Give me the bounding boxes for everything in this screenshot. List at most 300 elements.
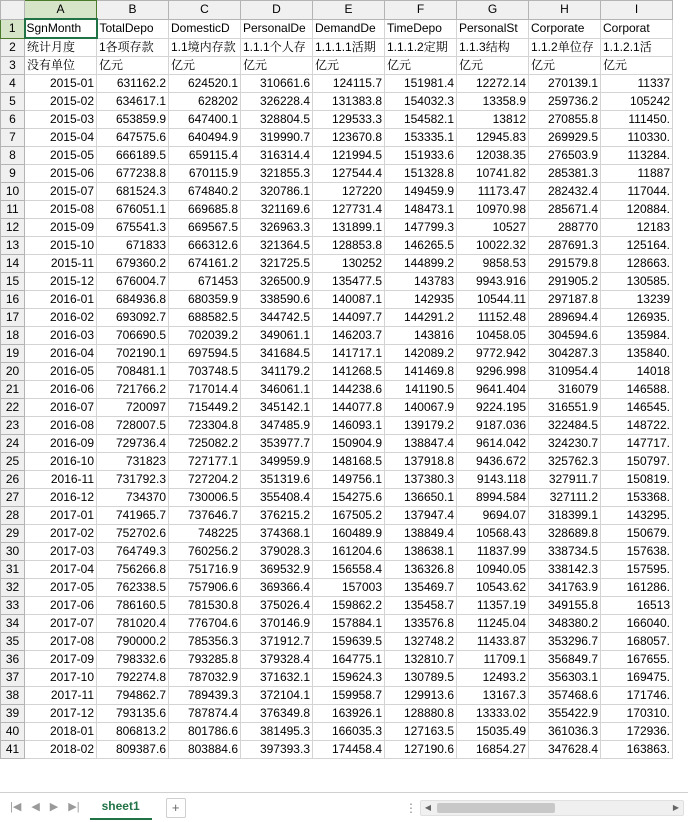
- cell-A18[interactable]: 2016-03: [25, 327, 97, 345]
- cell-I25[interactable]: 150797.: [601, 453, 673, 471]
- cell-H6[interactable]: 270855.8: [529, 111, 601, 129]
- cell-E2[interactable]: 1.1.1.1活期: [313, 38, 385, 57]
- cell-F38[interactable]: 129913.6: [385, 687, 457, 705]
- cell-G32[interactable]: 10543.62: [457, 579, 529, 597]
- table-row[interactable]: [1, 75, 673, 93]
- cell-A9[interactable]: 2015-06: [25, 165, 97, 183]
- cell-F16[interactable]: 142935: [385, 291, 457, 309]
- row-header-41[interactable]: 41: [1, 741, 25, 759]
- cell-C10[interactable]: 674840.2: [169, 183, 241, 201]
- table-row[interactable]: [1, 381, 673, 399]
- cell-E34[interactable]: 157884.1: [313, 615, 385, 633]
- cell-G5[interactable]: 13358.9: [457, 93, 529, 111]
- cell-B30[interactable]: 764749.3: [97, 543, 169, 561]
- cell-C30[interactable]: 760256.2: [169, 543, 241, 561]
- table-row[interactable]: [1, 651, 673, 669]
- cell-D14[interactable]: 321725.5: [241, 255, 313, 273]
- table-row[interactable]: [1, 57, 673, 75]
- cell-F39[interactable]: 128880.8: [385, 705, 457, 723]
- cell-D17[interactable]: 344742.5: [241, 309, 313, 327]
- row-header-20[interactable]: 20: [1, 363, 25, 381]
- cell-F8[interactable]: 151933.6: [385, 147, 457, 165]
- cell-I19[interactable]: 135840.: [601, 345, 673, 363]
- row-header-37[interactable]: 37: [1, 669, 25, 687]
- cell-G6[interactable]: 13812: [457, 111, 529, 129]
- cell-H34[interactable]: 348380.2: [529, 615, 601, 633]
- cell-H25[interactable]: 325762.3: [529, 453, 601, 471]
- cell-C5[interactable]: 628202: [169, 93, 241, 111]
- cell-F6[interactable]: 154582.1: [385, 111, 457, 129]
- table-row[interactable]: [1, 165, 673, 183]
- cell-G3[interactable]: 亿元: [457, 57, 529, 75]
- cell-A38[interactable]: 2017-11: [25, 687, 97, 705]
- cell-C34[interactable]: 776704.6: [169, 615, 241, 633]
- cell-H23[interactable]: 322484.5: [529, 417, 601, 435]
- cell-E1[interactable]: DemandDe: [313, 19, 385, 38]
- cell-B23[interactable]: 728007.5: [97, 417, 169, 435]
- cell-D19[interactable]: 341684.5: [241, 345, 313, 363]
- scroll-right-icon[interactable]: ▶: [672, 803, 680, 812]
- cell-E20[interactable]: 141268.5: [313, 363, 385, 381]
- cell-D28[interactable]: 376215.2: [241, 507, 313, 525]
- cell-E40[interactable]: 166035.3: [313, 723, 385, 741]
- cell-E39[interactable]: 163926.1: [313, 705, 385, 723]
- column-header-row[interactable]: [1, 1, 673, 20]
- cell-B27[interactable]: 734370: [97, 489, 169, 507]
- column-header-c[interactable]: C: [169, 1, 241, 20]
- column-header-f[interactable]: F: [385, 1, 457, 20]
- cell-A3[interactable]: 没有单位: [25, 57, 97, 75]
- cell-D36[interactable]: 379328.4: [241, 651, 313, 669]
- cell-I29[interactable]: 150679.: [601, 525, 673, 543]
- cell-G21[interactable]: 9641.404: [457, 381, 529, 399]
- cell-F1[interactable]: TimeDepo: [385, 19, 457, 38]
- cell-B39[interactable]: 793135.6: [97, 705, 169, 723]
- column-header-h[interactable]: H: [529, 1, 601, 20]
- table-row[interactable]: [1, 93, 673, 111]
- cell-E25[interactable]: 148168.5: [313, 453, 385, 471]
- cell-H22[interactable]: 316551.9: [529, 399, 601, 417]
- row-header-35[interactable]: 35: [1, 633, 25, 651]
- row-header-7[interactable]: 7: [1, 129, 25, 147]
- cell-H38[interactable]: 357468.6: [529, 687, 601, 705]
- cell-A14[interactable]: 2015-11: [25, 255, 97, 273]
- cell-A23[interactable]: 2016-08: [25, 417, 97, 435]
- cell-A20[interactable]: 2016-05: [25, 363, 97, 381]
- cell-F37[interactable]: 130789.5: [385, 669, 457, 687]
- cell-E35[interactable]: 159639.5: [313, 633, 385, 651]
- cell-I23[interactable]: 148722.: [601, 417, 673, 435]
- cell-B1[interactable]: TotalDepo: [97, 19, 169, 38]
- cell-E17[interactable]: 144097.7: [313, 309, 385, 327]
- cell-F3[interactable]: 亿元: [385, 57, 457, 75]
- prev-sheet-icon[interactable]: ◀: [31, 801, 40, 813]
- cell-I21[interactable]: 146588.: [601, 381, 673, 399]
- cell-H21[interactable]: 316079: [529, 381, 601, 399]
- cell-H11[interactable]: 285671.4: [529, 201, 601, 219]
- cell-B16[interactable]: 684936.8: [97, 291, 169, 309]
- cell-B24[interactable]: 729736.4: [97, 435, 169, 453]
- table-row[interactable]: [1, 237, 673, 255]
- cell-A13[interactable]: 2015-10: [25, 237, 97, 255]
- cell-E5[interactable]: 131383.8: [313, 93, 385, 111]
- cell-F19[interactable]: 142089.2: [385, 345, 457, 363]
- cell-E18[interactable]: 146203.7: [313, 327, 385, 345]
- cell-E7[interactable]: 123670.8: [313, 129, 385, 147]
- last-sheet-icon[interactable]: ▶|: [68, 801, 80, 813]
- cell-I4[interactable]: 11337: [601, 75, 673, 93]
- cell-I6[interactable]: 111450.: [601, 111, 673, 129]
- cell-H8[interactable]: 276503.9: [529, 147, 601, 165]
- table-row[interactable]: [1, 147, 673, 165]
- cell-H28[interactable]: 318399.1: [529, 507, 601, 525]
- cell-F17[interactable]: 144291.2: [385, 309, 457, 327]
- cell-B28[interactable]: 741965.7: [97, 507, 169, 525]
- cell-F23[interactable]: 139179.2: [385, 417, 457, 435]
- cell-G14[interactable]: 9858.53: [457, 255, 529, 273]
- cell-E19[interactable]: 141717.1: [313, 345, 385, 363]
- row-header-18[interactable]: 18: [1, 327, 25, 345]
- cell-D18[interactable]: 349061.1: [241, 327, 313, 345]
- cell-H37[interactable]: 356303.1: [529, 669, 601, 687]
- cell-H4[interactable]: 270139.1: [529, 75, 601, 93]
- row-header-21[interactable]: 21: [1, 381, 25, 399]
- cell-B15[interactable]: 676004.7: [97, 273, 169, 291]
- cell-D40[interactable]: 381495.3: [241, 723, 313, 741]
- cell-B19[interactable]: 702190.1: [97, 345, 169, 363]
- cell-G17[interactable]: 11152.48: [457, 309, 529, 327]
- first-sheet-icon[interactable]: |◀: [10, 801, 22, 813]
- cell-B34[interactable]: 781020.4: [97, 615, 169, 633]
- table-row[interactable]: [1, 525, 673, 543]
- cell-G15[interactable]: 9943.916: [457, 273, 529, 291]
- cell-B7[interactable]: 647575.6: [97, 129, 169, 147]
- cell-I16[interactable]: 13239: [601, 291, 673, 309]
- cell-I18[interactable]: 135984.: [601, 327, 673, 345]
- row-header-17[interactable]: 17: [1, 309, 25, 327]
- cell-A4[interactable]: 2015-01: [25, 75, 97, 93]
- cell-A7[interactable]: 2015-04: [25, 129, 97, 147]
- cell-I14[interactable]: 128663.: [601, 255, 673, 273]
- cell-C15[interactable]: 671453: [169, 273, 241, 291]
- cell-H3[interactable]: 亿元: [529, 57, 601, 75]
- table-row[interactable]: [1, 345, 673, 363]
- cell-I30[interactable]: 157638.: [601, 543, 673, 561]
- cell-C18[interactable]: 702039.2: [169, 327, 241, 345]
- cell-B33[interactable]: 786160.5: [97, 597, 169, 615]
- cell-A21[interactable]: 2016-06: [25, 381, 97, 399]
- cell-F28[interactable]: 137947.4: [385, 507, 457, 525]
- row-header-3[interactable]: 3: [1, 57, 25, 75]
- cell-H33[interactable]: 349155.8: [529, 597, 601, 615]
- cell-I22[interactable]: 146545.: [601, 399, 673, 417]
- cell-E27[interactable]: 154275.6: [313, 489, 385, 507]
- row-header-8[interactable]: 8: [1, 147, 25, 165]
- cell-E21[interactable]: 144238.6: [313, 381, 385, 399]
- cell-A39[interactable]: 2017-12: [25, 705, 97, 723]
- cell-F20[interactable]: 141469.8: [385, 363, 457, 381]
- row-header-12[interactable]: 12: [1, 219, 25, 237]
- cell-I37[interactable]: 169475.: [601, 669, 673, 687]
- table-row[interactable]: [1, 219, 673, 237]
- cell-E4[interactable]: 124115.7: [313, 75, 385, 93]
- cell-I41[interactable]: 163863.: [601, 741, 673, 759]
- cell-E32[interactable]: 157003: [313, 579, 385, 597]
- cell-E38[interactable]: 159958.7: [313, 687, 385, 705]
- cell-G27[interactable]: 8994.584: [457, 489, 529, 507]
- cell-I1[interactable]: Corporat: [601, 19, 673, 38]
- cell-F7[interactable]: 153335.1: [385, 129, 457, 147]
- cell-B5[interactable]: 634617.1: [97, 93, 169, 111]
- cell-I26[interactable]: 150819.: [601, 471, 673, 489]
- cell-G29[interactable]: 10568.43: [457, 525, 529, 543]
- cell-B12[interactable]: 675541.3: [97, 219, 169, 237]
- cell-E6[interactable]: 129533.3: [313, 111, 385, 129]
- cell-H26[interactable]: 327911.7: [529, 471, 601, 489]
- row-header-29[interactable]: 29: [1, 525, 25, 543]
- cell-F14[interactable]: 144899.2: [385, 255, 457, 273]
- cell-A28[interactable]: 2017-01: [25, 507, 97, 525]
- table-row[interactable]: [1, 19, 673, 38]
- cell-B31[interactable]: 756266.8: [97, 561, 169, 579]
- table-row[interactable]: [1, 129, 673, 147]
- cell-D8[interactable]: 316314.4: [241, 147, 313, 165]
- row-header-33[interactable]: 33: [1, 597, 25, 615]
- cell-F41[interactable]: 127190.6: [385, 741, 457, 759]
- cell-F18[interactable]: 143816: [385, 327, 457, 345]
- cell-B22[interactable]: 720097: [97, 399, 169, 417]
- cell-I3[interactable]: 亿元: [601, 57, 673, 75]
- table-row[interactable]: [1, 471, 673, 489]
- table-row[interactable]: [1, 633, 673, 651]
- cell-A11[interactable]: 2015-08: [25, 201, 97, 219]
- cell-F36[interactable]: 132810.7: [385, 651, 457, 669]
- cell-I24[interactable]: 147717.: [601, 435, 673, 453]
- cell-G13[interactable]: 10022.32: [457, 237, 529, 255]
- cell-D35[interactable]: 371912.7: [241, 633, 313, 651]
- cell-I9[interactable]: 11887: [601, 165, 673, 183]
- cell-F22[interactable]: 140067.9: [385, 399, 457, 417]
- cell-G40[interactable]: 15035.49: [457, 723, 529, 741]
- cell-A37[interactable]: 2017-10: [25, 669, 97, 687]
- cell-D16[interactable]: 338590.6: [241, 291, 313, 309]
- cell-G30[interactable]: 11837.99: [457, 543, 529, 561]
- cell-A6[interactable]: 2015-03: [25, 111, 97, 129]
- cell-B40[interactable]: 806813.2: [97, 723, 169, 741]
- table-row[interactable]: [1, 687, 673, 705]
- cell-G10[interactable]: 11173.47: [457, 183, 529, 201]
- cell-G11[interactable]: 10970.98: [457, 201, 529, 219]
- cell-G31[interactable]: 10940.05: [457, 561, 529, 579]
- cell-G2[interactable]: 1.1.3结构: [457, 38, 529, 57]
- cell-I10[interactable]: 117044.: [601, 183, 673, 201]
- cell-B37[interactable]: 792274.8: [97, 669, 169, 687]
- cell-G26[interactable]: 9143.118: [457, 471, 529, 489]
- cell-D1[interactable]: PersonalDe: [241, 19, 313, 38]
- cell-F32[interactable]: 135469.7: [385, 579, 457, 597]
- table-row[interactable]: [1, 597, 673, 615]
- cell-H13[interactable]: 287691.3: [529, 237, 601, 255]
- cell-G18[interactable]: 10458.05: [457, 327, 529, 345]
- table-row[interactable]: [1, 38, 673, 57]
- row-header-40[interactable]: 40: [1, 723, 25, 741]
- cell-B2[interactable]: 1各项存款: [97, 38, 169, 57]
- cell-B26[interactable]: 731792.3: [97, 471, 169, 489]
- table-row[interactable]: [1, 723, 673, 741]
- cell-C24[interactable]: 725082.2: [169, 435, 241, 453]
- cell-B25[interactable]: 731823: [97, 453, 169, 471]
- cell-D11[interactable]: 321169.6: [241, 201, 313, 219]
- cell-A22[interactable]: 2016-07: [25, 399, 97, 417]
- column-header-b[interactable]: B: [97, 1, 169, 20]
- cell-C38[interactable]: 789439.3: [169, 687, 241, 705]
- cell-B13[interactable]: 671833: [97, 237, 169, 255]
- cell-H40[interactable]: 361036.3: [529, 723, 601, 741]
- cell-H10[interactable]: 282432.4: [529, 183, 601, 201]
- scroll-left-icon[interactable]: ◀: [424, 803, 432, 812]
- table-row[interactable]: [1, 507, 673, 525]
- cell-B11[interactable]: 676051.1: [97, 201, 169, 219]
- cell-E15[interactable]: 135477.5: [313, 273, 385, 291]
- cell-C12[interactable]: 669567.5: [169, 219, 241, 237]
- row-header-32[interactable]: 32: [1, 579, 25, 597]
- cell-E11[interactable]: 127731.4: [313, 201, 385, 219]
- cell-D15[interactable]: 326500.9: [241, 273, 313, 291]
- cell-G28[interactable]: 9694.07: [457, 507, 529, 525]
- cell-D10[interactable]: 320786.1: [241, 183, 313, 201]
- cell-G25[interactable]: 9436.672: [457, 453, 529, 471]
- cell-F5[interactable]: 154032.3: [385, 93, 457, 111]
- cell-A1[interactable]: SgnMonth: [25, 19, 97, 38]
- cell-C9[interactable]: 670115.9: [169, 165, 241, 183]
- cell-G4[interactable]: 12272.14: [457, 75, 529, 93]
- cell-A16[interactable]: 2016-01: [25, 291, 97, 309]
- cell-H15[interactable]: 291905.2: [529, 273, 601, 291]
- cell-D34[interactable]: 370146.9: [241, 615, 313, 633]
- cell-I20[interactable]: 14018: [601, 363, 673, 381]
- cell-D4[interactable]: 310661.6: [241, 75, 313, 93]
- cell-E12[interactable]: 131899.1: [313, 219, 385, 237]
- cell-E24[interactable]: 150904.9: [313, 435, 385, 453]
- cell-A31[interactable]: 2017-04: [25, 561, 97, 579]
- table-row[interactable]: [1, 561, 673, 579]
- table-row[interactable]: [1, 453, 673, 471]
- cell-F12[interactable]: 147799.3: [385, 219, 457, 237]
- cell-G12[interactable]: 10527: [457, 219, 529, 237]
- horizontal-scrollbar[interactable]: [420, 800, 684, 816]
- cell-B29[interactable]: 752702.6: [97, 525, 169, 543]
- cell-B9[interactable]: 677238.8: [97, 165, 169, 183]
- cell-H16[interactable]: 297187.8: [529, 291, 601, 309]
- cell-E22[interactable]: 144077.8: [313, 399, 385, 417]
- cell-I11[interactable]: 120884.: [601, 201, 673, 219]
- cell-C40[interactable]: 801786.6: [169, 723, 241, 741]
- cell-I35[interactable]: 168057.: [601, 633, 673, 651]
- cell-H1[interactable]: Corporate: [529, 19, 601, 38]
- cell-A32[interactable]: 2017-05: [25, 579, 97, 597]
- cell-G22[interactable]: 9224.195: [457, 399, 529, 417]
- cell-G41[interactable]: 16854.27: [457, 741, 529, 759]
- cell-A33[interactable]: 2017-06: [25, 597, 97, 615]
- cell-C31[interactable]: 751716.9: [169, 561, 241, 579]
- table-row[interactable]: [1, 327, 673, 345]
- cell-D3[interactable]: 亿元: [241, 57, 313, 75]
- cell-C27[interactable]: 730006.5: [169, 489, 241, 507]
- scrollbar-thumb[interactable]: [437, 803, 555, 813]
- cell-F25[interactable]: 137918.8: [385, 453, 457, 471]
- cell-D24[interactable]: 353977.7: [241, 435, 313, 453]
- row-header-30[interactable]: 30: [1, 543, 25, 561]
- cell-E8[interactable]: 121994.5: [313, 147, 385, 165]
- cell-H39[interactable]: 355422.9: [529, 705, 601, 723]
- cell-F30[interactable]: 138638.1: [385, 543, 457, 561]
- cell-C4[interactable]: 624520.1: [169, 75, 241, 93]
- cell-B14[interactable]: 679360.2: [97, 255, 169, 273]
- cell-E28[interactable]: 167505.2: [313, 507, 385, 525]
- table-row[interactable]: [1, 543, 673, 561]
- sheet-tab-bar[interactable]: [0, 792, 688, 822]
- row-header-13[interactable]: 13: [1, 237, 25, 255]
- cell-I17[interactable]: 126935.: [601, 309, 673, 327]
- cell-G38[interactable]: 13167.3: [457, 687, 529, 705]
- row-header-39[interactable]: 39: [1, 705, 25, 723]
- column-header-g[interactable]: G: [457, 1, 529, 20]
- cell-C39[interactable]: 787874.4: [169, 705, 241, 723]
- cell-A25[interactable]: 2016-10: [25, 453, 97, 471]
- cell-A26[interactable]: 2016-11: [25, 471, 97, 489]
- cell-E10[interactable]: 127220: [313, 183, 385, 201]
- cell-G35[interactable]: 11433.87: [457, 633, 529, 651]
- add-sheet-button[interactable]: +: [166, 798, 186, 818]
- sheet-overflow-icon[interactable]: ⋮: [405, 800, 418, 815]
- cell-I40[interactable]: 172936.: [601, 723, 673, 741]
- cell-G34[interactable]: 11245.04: [457, 615, 529, 633]
- cell-E29[interactable]: 160489.9: [313, 525, 385, 543]
- row-header-24[interactable]: 24: [1, 435, 25, 453]
- cell-D5[interactable]: 326228.4: [241, 93, 313, 111]
- row-header-14[interactable]: 14: [1, 255, 25, 273]
- cell-C19[interactable]: 697594.5: [169, 345, 241, 363]
- cell-C3[interactable]: 亿元: [169, 57, 241, 75]
- cell-E16[interactable]: 140087.1: [313, 291, 385, 309]
- cell-C33[interactable]: 781530.8: [169, 597, 241, 615]
- cell-G16[interactable]: 10544.11: [457, 291, 529, 309]
- cell-A24[interactable]: 2016-09: [25, 435, 97, 453]
- cell-D26[interactable]: 351319.6: [241, 471, 313, 489]
- table-row[interactable]: [1, 255, 673, 273]
- cell-A27[interactable]: 2016-12: [25, 489, 97, 507]
- cell-I31[interactable]: 157595.: [601, 561, 673, 579]
- cell-F13[interactable]: 146265.5: [385, 237, 457, 255]
- cell-B32[interactable]: 762338.5: [97, 579, 169, 597]
- cell-E41[interactable]: 174458.4: [313, 741, 385, 759]
- table-row[interactable]: [1, 111, 673, 129]
- cell-C21[interactable]: 717014.4: [169, 381, 241, 399]
- cell-I39[interactable]: 170310.: [601, 705, 673, 723]
- cell-D30[interactable]: 379028.3: [241, 543, 313, 561]
- row-header-36[interactable]: 36: [1, 651, 25, 669]
- cell-B41[interactable]: 809387.6: [97, 741, 169, 759]
- cell-I28[interactable]: 143295.: [601, 507, 673, 525]
- row-header-27[interactable]: 27: [1, 489, 25, 507]
- table-row[interactable]: [1, 363, 673, 381]
- cell-H30[interactable]: 338734.5: [529, 543, 601, 561]
- cell-C32[interactable]: 757906.6: [169, 579, 241, 597]
- cell-C17[interactable]: 688582.5: [169, 309, 241, 327]
- cell-B18[interactable]: 706690.5: [97, 327, 169, 345]
- row-header-2[interactable]: 2: [1, 38, 25, 57]
- cell-C28[interactable]: 737646.7: [169, 507, 241, 525]
